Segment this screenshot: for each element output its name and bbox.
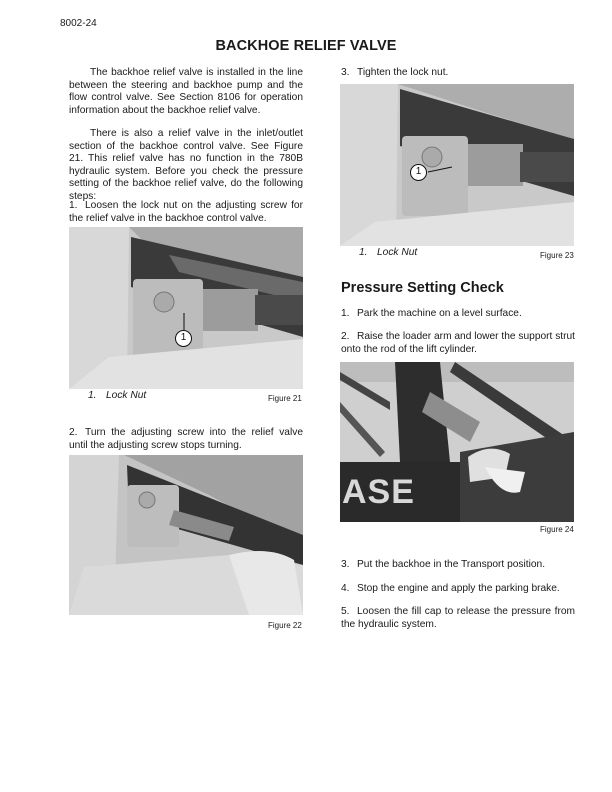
figure-21-photo — [69, 227, 303, 389]
step-number: 2. — [341, 331, 350, 342]
caption-number: 1. — [88, 390, 97, 401]
figure-23-caption — [359, 247, 417, 258]
step-text: Park the machine on a level surface. — [357, 308, 522, 319]
step-number: 1. — [69, 200, 78, 211]
page-title: BACKHOE RELIEF VALVE — [215, 38, 397, 54]
page-number: 8002-24 — [60, 18, 97, 29]
pressure-step-4 — [341, 583, 575, 596]
figure-22-label: Figure 22 — [268, 621, 302, 630]
caption-number: 1. — [359, 247, 368, 258]
step-text: Turn the adjusting screw into the relief valve until the adjusting screw stops turning. — [69, 427, 303, 451]
figure-23-photo — [340, 84, 574, 246]
pressure-step-5 — [341, 606, 575, 631]
caption-text: Lock Nut — [377, 247, 418, 258]
section-heading: Pressure Setting Check — [341, 280, 504, 296]
pressure-step-2 — [341, 331, 575, 356]
pressure-step-1 — [341, 308, 575, 321]
step-number: 5. — [341, 606, 350, 617]
step-text: Loosen the lock nut on the adjusting screw for the relief valve in the backhoe control valve. — [69, 200, 303, 224]
step-text: Tighten the lock nut. — [357, 67, 449, 78]
figure-22-photo — [69, 455, 303, 615]
left-step-1 — [69, 200, 303, 225]
step-number: 3. — [341, 559, 350, 570]
step-text: Stop the engine and apply the parking brake. — [357, 583, 560, 594]
step-number: 4. — [341, 583, 350, 594]
figure-24-label: Figure 24 — [540, 525, 574, 534]
caption-text: Lock Nut — [106, 390, 147, 401]
intro-paragraph-1: The backhoe relief valve is installed in the line between the steering and backhoe pump and the flow control valve. See Section 8106 for operation information about the backhoe relief valve. — [69, 67, 303, 116]
step-text: Put the backhoe in the Transport position. — [357, 559, 546, 570]
callout-1: 1 — [410, 164, 427, 181]
adjusting-screw-photo — [69, 455, 303, 615]
lock-nut-photo — [340, 84, 574, 246]
figure-21-label: Figure 21 — [268, 394, 302, 403]
step-text: Raise the loader arm and lower the support strut onto the rod of the lift cylinder. — [341, 331, 576, 355]
case-decal-text: ASE — [342, 473, 415, 511]
figure-23-label: Figure 23 — [540, 251, 574, 260]
step-text: Loosen the fill cap to release the pressure from the hydraulic system. — [341, 606, 575, 630]
figure-21-caption — [88, 390, 146, 401]
step-number: 3. — [341, 67, 350, 78]
step-number: 1. — [341, 308, 350, 319]
relief-valve-photo — [69, 227, 303, 389]
figure-24-photo — [340, 362, 574, 522]
intro-paragraph-2: There is also a relief valve in the inlet/outlet section of the backhoe control valve. See Figure 21. This relief valve has no function in the 780B hydraulic system. Before you check the pressure setting of the backhoe relief valve, do the following steps: — [69, 128, 303, 202]
left-step-2 — [69, 427, 303, 452]
step-number: 2. — [69, 427, 78, 438]
callout-1: 1 — [175, 330, 192, 347]
right-step-3 — [341, 67, 575, 80]
pressure-step-3 — [341, 559, 575, 572]
